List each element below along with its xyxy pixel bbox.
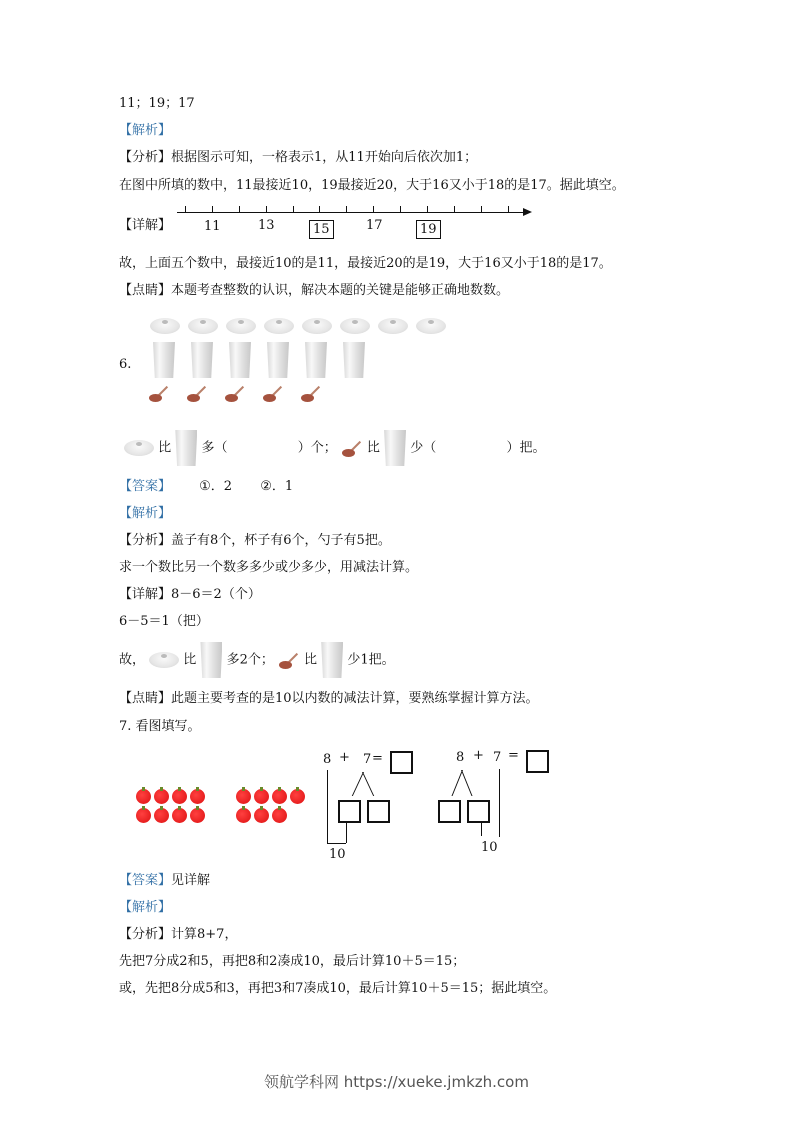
eq1-split-box-2[interactable] — [367, 800, 390, 823]
q7-jiexi-label: 【解析】 — [119, 900, 172, 915]
apple-group-1 — [136, 789, 208, 823]
split-line — [451, 770, 463, 796]
answer-label: 【答案】 — [119, 479, 172, 494]
number-line-axis — [177, 212, 525, 213]
xiangjie-text: 8－6＝2（个） — [171, 587, 261, 602]
bi-text: 比 — [366, 440, 380, 456]
number-line-box-15: 15 — [309, 220, 334, 239]
cup-icon — [153, 342, 175, 378]
lid-icon — [226, 318, 256, 334]
apple-icon — [272, 789, 287, 804]
fenxi-label: 【分析】 — [119, 927, 172, 942]
bracket-line — [499, 769, 500, 837]
tick — [400, 206, 401, 212]
q7-title: 7. 看图填写。 — [119, 719, 201, 734]
eq2-addend-a: 8 — [456, 750, 465, 765]
cup-icon — [191, 342, 213, 378]
number-line-label-17: 17 — [366, 218, 383, 233]
lid-icon — [340, 318, 370, 334]
apple-icon — [172, 789, 187, 804]
tick — [481, 206, 482, 212]
tick — [319, 206, 320, 212]
split-line — [461, 770, 473, 796]
eq2-addend-b: 7 — [493, 750, 502, 765]
lid-row — [150, 318, 446, 334]
answer-text: 见详解 — [171, 873, 211, 888]
q7-answer — [119, 872, 210, 890]
lid-icon — [302, 318, 332, 334]
footer-watermark: 领航学科网 https://xueke.jmkzh.com — [264, 1073, 529, 1091]
bi-text: 比 — [304, 652, 318, 668]
eq1-addend-a: 8 — [323, 752, 332, 767]
q6-xiangjie-2: 6－5＝1（把） — [119, 614, 209, 629]
lid-icon — [188, 318, 218, 334]
apple-icon — [254, 789, 269, 804]
cup-icon — [305, 342, 327, 378]
eq2-split-box-2[interactable] — [467, 800, 490, 823]
eq1-addend-b: 7 — [363, 752, 372, 767]
apple-icon — [236, 789, 251, 804]
apple-icon — [290, 789, 305, 804]
tick — [427, 206, 428, 212]
apple-icon — [154, 808, 169, 823]
answer-1: ①．2 — [199, 479, 233, 494]
fenxi-text: 盖子有8个，杯子有6个，勺子有5把。 — [171, 533, 391, 548]
dianjing-text: 此题主要考查的是10以内数的减法计算，要熟练掌握计算方法。 — [171, 691, 539, 706]
gu-text: 故， — [119, 652, 146, 668]
fenxi-label: 【分析】 — [119, 533, 172, 548]
q7-fenxi-3: 或，先把8分成5和3，再把3和7凑成10，最后计算10＋5＝15；据此填空。 — [119, 981, 557, 996]
lid-icon — [416, 318, 446, 334]
tick — [239, 206, 240, 212]
spoon-icon — [300, 382, 326, 404]
cup-icon — [267, 342, 289, 378]
spoon-icon — [186, 382, 212, 404]
q5-conclusion: 故，上面五个数中，最接近10的是11，最接近20的是19，大于16又小于18的是17。 — [119, 256, 612, 271]
q6-fenxi-2: 求一个数比另一个数多多少或少多少，用减法计算。 — [119, 560, 419, 575]
spoon-icon — [278, 649, 304, 671]
q6-fenxi — [119, 532, 391, 550]
apple-icon — [172, 808, 187, 823]
tick — [346, 206, 347, 212]
apple-icon — [236, 808, 251, 823]
q6-answer — [119, 478, 293, 496]
cup-icon — [343, 342, 365, 378]
dianjing-label: 【点睛】 — [119, 283, 172, 298]
tick — [293, 206, 294, 212]
dianjing-label: 【点睛】 — [119, 691, 172, 706]
split-line — [362, 772, 374, 796]
spoon-icon — [224, 382, 250, 404]
number-line-label-13: 13 — [258, 218, 275, 233]
tick — [454, 206, 455, 212]
bi-text: 比 — [183, 652, 197, 668]
cup-icon — [200, 642, 222, 678]
q5-fenxi-2: 在图中所填的数中，11最接近10，19最接近20，大于16又小于18的是17。据此填空。 — [119, 178, 625, 193]
q5-fenxi — [119, 149, 477, 167]
apple-group-2 — [236, 789, 308, 823]
q5-xiangjie-label: 【详解】 — [119, 218, 172, 233]
eq1-result-box[interactable] — [390, 751, 413, 774]
shao-text: 少1把。 — [347, 652, 395, 668]
tick — [266, 206, 267, 212]
spoon-icon — [341, 437, 367, 459]
ba-text: ）把。 — [506, 440, 546, 456]
lid-icon — [150, 318, 180, 334]
bracket-line — [346, 823, 347, 843]
apple-icon — [154, 789, 169, 804]
ge-text: ）个； — [297, 440, 337, 456]
number-line-label-11: 11 — [204, 219, 221, 234]
bracket-line — [481, 823, 482, 836]
lid-icon — [264, 318, 294, 334]
q6-jiexi-label: 【解析】 — [119, 506, 172, 521]
q5-answer: 11；19；17 — [119, 96, 195, 111]
eq2-result-box[interactable] — [526, 750, 549, 773]
tick — [185, 206, 186, 212]
q7-fenxi-2: 先把7分成2和5，再把8和2凑成10，最后计算10＋5＝15； — [119, 954, 466, 969]
fenxi-label: 【分析】 — [119, 150, 172, 165]
q6-xiangjie — [119, 586, 261, 604]
lid-icon — [378, 318, 408, 334]
q6-dianjing — [119, 690, 539, 708]
spoon-icon — [262, 382, 288, 404]
tick — [508, 206, 509, 212]
spoon-row — [148, 382, 326, 404]
xiangjie-label: 【详解】 — [119, 587, 172, 602]
dianjing-text: 本题考查整数的认识，解决本题的关键是能够正确地数数。 — [171, 283, 510, 298]
apple-icon — [272, 808, 287, 823]
bi-text: 比 — [158, 440, 172, 456]
cup-icon — [321, 642, 343, 678]
number-line — [177, 206, 537, 218]
eq2-ten: 10 — [481, 840, 498, 855]
cup-row — [153, 342, 365, 378]
q6-conclusion — [119, 642, 395, 679]
eq2-split-box-1[interactable] — [438, 800, 461, 823]
eq1-plus: + — [339, 750, 350, 765]
eq1-ten: 10 — [329, 847, 346, 862]
eq1-equals: = — [372, 751, 383, 766]
tick — [373, 206, 374, 212]
shao-text: 少（ — [410, 440, 437, 456]
q5-jiexi-label: 【解析】 — [119, 123, 172, 138]
answer-label: 【答案】 — [119, 873, 172, 888]
answer-2: ②．1 — [260, 479, 294, 494]
cup-icon — [229, 342, 251, 378]
eq2-equals: = — [508, 748, 519, 763]
eq2-plus: + — [473, 748, 484, 763]
cup-icon — [175, 430, 197, 466]
q7-fenxi — [119, 926, 237, 944]
apple-icon — [254, 808, 269, 823]
apple-icon — [190, 789, 205, 804]
cup-icon — [384, 430, 406, 466]
bracket-line — [327, 843, 346, 844]
duo-text: 多2个； — [226, 652, 274, 668]
duo-text: 多（ — [201, 440, 228, 456]
eq1-split-box-1[interactable] — [338, 800, 361, 823]
apple-icon — [136, 808, 151, 823]
fenxi-text: 计算8+7， — [171, 927, 238, 942]
spoon-icon — [148, 382, 174, 404]
tick — [212, 206, 213, 212]
arrow-right-icon — [523, 208, 532, 216]
q6-question — [124, 430, 546, 467]
lid-icon — [149, 652, 179, 668]
lid-icon — [124, 440, 154, 456]
fenxi-text: 根据图示可知，一格表示1，从11开始向后依次加1； — [171, 150, 478, 165]
q5-dianjing — [119, 282, 509, 300]
number-line-box-19: 19 — [416, 220, 441, 239]
q6-number: 6. — [119, 357, 132, 372]
apple-icon — [190, 808, 205, 823]
apple-icon — [136, 789, 151, 804]
split-line — [352, 772, 364, 796]
bracket-line — [327, 770, 328, 843]
